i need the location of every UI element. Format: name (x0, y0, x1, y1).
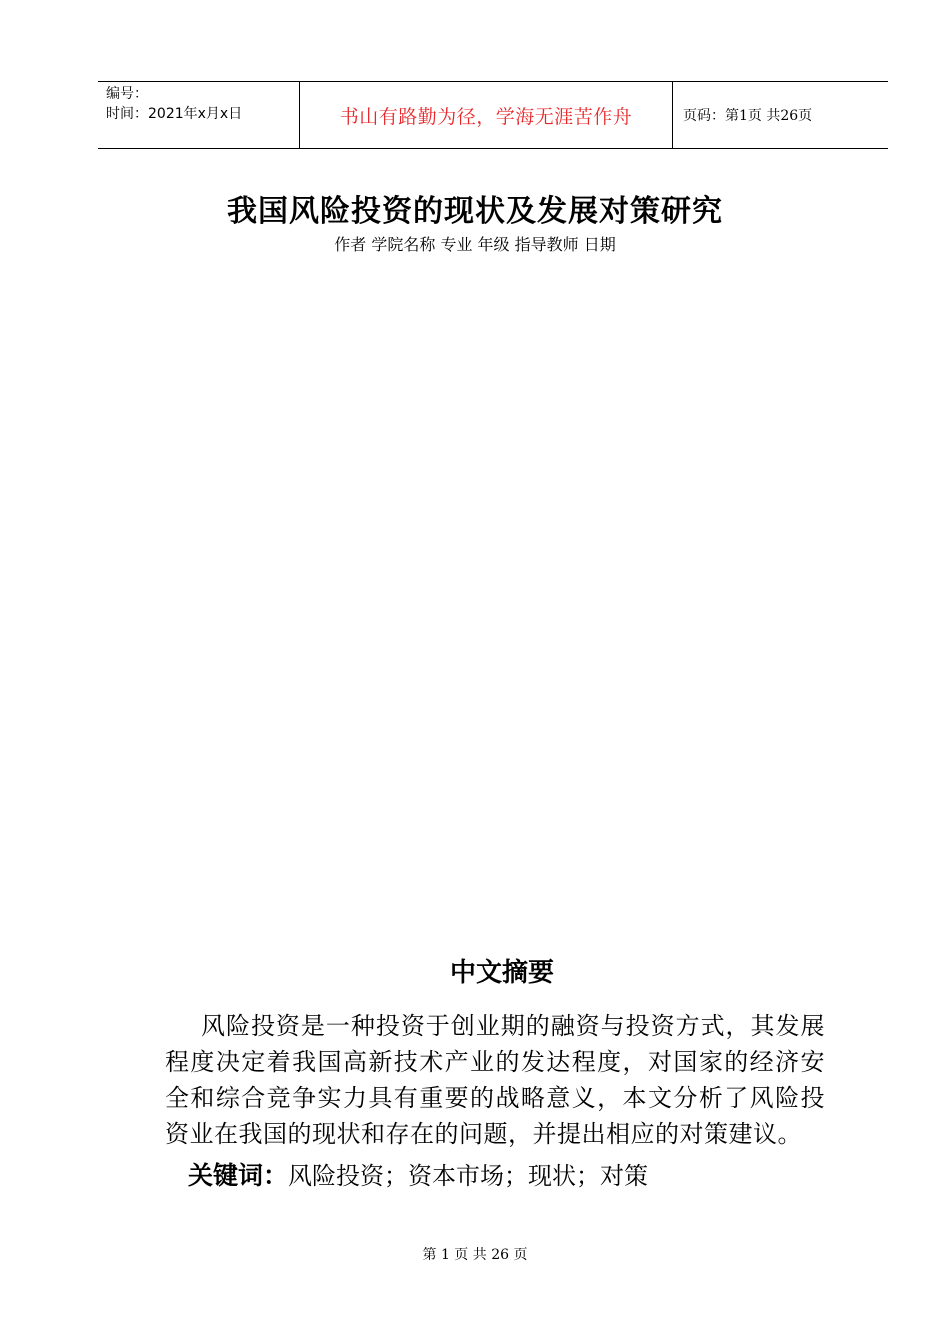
number-label: 编号： (106, 86, 148, 102)
header-page-info: 页码：第1页 共26页 (683, 108, 813, 124)
time-label: 时间：2021年x月x日 (106, 106, 243, 122)
keywords-text: 风险投资；资本市场；现状；对策 (288, 1162, 649, 1190)
document-authors: 作者 学院名称 专业 年级 指导教师 日期 (334, 235, 616, 254)
header-motto-cell (300, 82, 673, 148)
page-footer: 第 1 页 共 26 页 (422, 1247, 528, 1263)
keywords-label: 关键词： (188, 1161, 289, 1190)
document-title: 我国风险投资的现状及发展对策研究 (227, 194, 723, 229)
abstract-heading: 中文摘要 (450, 958, 555, 988)
abstract-body: 风险投资是一种投资于创业期的融资与投资方式，其发展程度决定着我国高新技术产业的发达程度，对国家的经济安全和综合竞争实力具有重要的战略意义，本文分析了风险投资业在我国的现状和存在的问题，并提出相应的对策建议。 (165, 1012, 825, 1148)
header-motto: 书山有路勤为径，学海无涯苦作舟 (339, 105, 633, 128)
header-meta (98, 82, 300, 148)
page-header (98, 81, 888, 149)
keywords-line (188, 1156, 648, 1192)
